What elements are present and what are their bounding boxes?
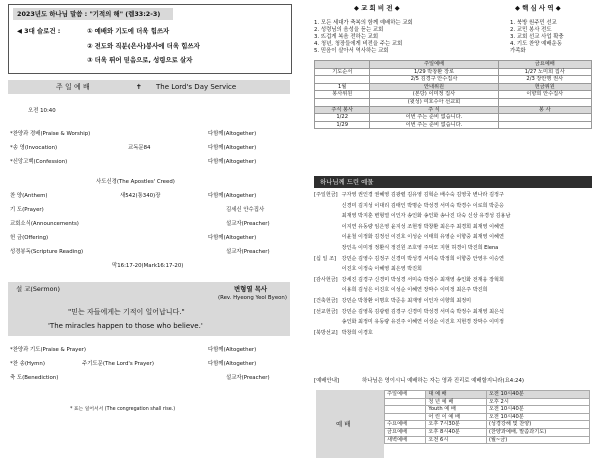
worship-info-verse: 하나님은 영이시니 예배하는 자는 영과 진리로 예배할지니라(요4:24) — [362, 378, 524, 384]
year-theme: 2023년도 하나님 말씀 : "기적의 해" (렘33:2-3) — [17, 10, 161, 18]
order-benediction-right: 설교자(Preacher) — [226, 375, 270, 381]
order-call-left: *찬양과 경배(Praise & Worship) — [10, 131, 91, 137]
theme-box — [8, 4, 292, 74]
cross-icon: ✝ — [136, 83, 142, 91]
order-hymn-left: *찬 송(Hymn) — [10, 361, 45, 367]
offerings-title-bar — [314, 176, 592, 188]
worship-info-label: [예배안내] — [314, 378, 340, 384]
duty-row: 봉사위원 (본당) 이미정 집사 이향희 안수집사 — [315, 91, 592, 99]
order-scripture-left: 성경봉독(Scripture Reading) — [10, 249, 84, 255]
order-anthem-mid: 새542(통340)장 — [120, 193, 161, 199]
order-invocation-right: 다함께(Altogether) — [208, 145, 257, 151]
worship-box-label-cell — [316, 390, 384, 458]
mission-item: 4. 기도 찬양 예배운동 — [510, 41, 562, 47]
order-confession-right: 다함께(Altogether) — [208, 159, 257, 165]
offering-row: 이진호 이정숙 이혜영 최은영 박진희 — [341, 266, 422, 273]
offering-row: 이용희 김성은 이진호 이성순 이혜연 장막수 이미정 최은주 박진희 — [341, 287, 488, 294]
order-anthem-left: 찬 양(Anthem) — [10, 193, 48, 199]
slogan-1: ① 예배와 기도에 더욱 힘쓰자 — [87, 27, 170, 35]
offering-row: [십 일 조] 강민순 김영수 김정구 신경미 박성경 서미숙 박정희 이향중 안영우 이승연 — [314, 255, 504, 262]
schedule-row: 주일예배 대 예 배 오전 10시40분 — [385, 391, 590, 399]
schedule-row: 금요예배 오후 8시40분 (찬양과예배, 말씀과기도) — [385, 428, 590, 436]
order-scripture-right: 설교자(Preacher) — [226, 249, 270, 255]
rise-note: * 표는 일어서서 (The congregation shall rise.) — [70, 407, 176, 412]
vision-title: ◆ 교 회 비 전 ◆ — [354, 4, 400, 12]
service-time: 오전 10:40 — [28, 108, 56, 114]
offering-row: 신경미 김지성 이대리 김태인 박명순 박성경 서미숙 박경수 이로희 박준응 — [341, 202, 504, 209]
schedule-row: Youth 예 배 오전 10시40분 — [385, 406, 590, 414]
duty-row: 1/29 이번 주는 준비 없습니다. — [315, 121, 592, 129]
order-announce-right: 설교자(Preacher) — [226, 221, 270, 227]
order-call-right: 다함께(Altogether) — [208, 131, 257, 137]
offering-row: [북방선교] 박창희 이경호 — [314, 329, 373, 336]
order-prayer-right: 김세신 안수집사 — [226, 207, 265, 213]
slogan-3: ③ 더욱 뛰어 믿음으로, 성령으로 살자 — [87, 56, 193, 64]
offering-row: 송인화 최정미 유동량 유진주 이혜연 이성순 이진호 지현경 장막수 이미정 — [341, 319, 504, 326]
duty-row: 2/5 김경구 안수집사 2/3 장안행 권사 — [315, 76, 592, 84]
preacher-en: (Rev. Hyeong Yeol Byeon) — [218, 295, 287, 301]
offerings-table — [312, 190, 512, 338]
schedule-row: 수요예배 오후 7시30분 (성경강해 및 찬양) — [385, 421, 590, 429]
duty-table — [314, 60, 592, 129]
vision-item: 4. 청년, 청장들에게 비전을 주는 교회 — [314, 41, 403, 47]
order-invocation-mid: 교독문84 — [128, 145, 151, 151]
order-announce-left: 교회소식(Announcements) — [10, 221, 79, 227]
order-offering-right: 다함께(Altogether) — [208, 235, 257, 241]
offering-row: 최재영 박지훈 변형열 이인자 송인화 송인화 송나진 다숙 신상 유경성 김용남 — [341, 213, 511, 220]
preacher-name: 변형열 목사 — [234, 285, 268, 293]
vision-list — [314, 20, 413, 55]
sermon-title-en: 'The miracles happen to those who believe.' — [48, 322, 203, 330]
schedule-row: 청 년 예 배 오후 2시 — [385, 398, 590, 406]
sermon-box — [8, 282, 290, 336]
service-title-en: The Lord's Day Service — [156, 83, 237, 91]
duty-row: (윗성) 여호수아 선교회 — [315, 98, 592, 106]
order-hymn-mid: 주기도문(The Lord's Prayer) — [82, 361, 154, 367]
worship-schedule-table — [384, 390, 590, 444]
vision-item: 2. 성령님의 음성을 듣는 교회 — [314, 27, 384, 33]
offering-row: [감사헌금] 강세진 김경구 신경미 박성경 서미숙 박정수 최재영 송인화 전재웅 장혁희 — [314, 276, 504, 283]
duty-row: 주일예배 금요예배 — [315, 61, 592, 69]
duty-row: 기도순서 1/29 박창환 장로 1/27 노미희 집사 — [315, 68, 592, 76]
creed: 사도신경(The Apostles' Creed) — [96, 179, 175, 185]
mission-item: 2. 교민 봉사 전도 — [510, 27, 552, 33]
order-confession-left: *신앙고백(Confession) — [10, 159, 68, 165]
mission-item: 1. 북방 원주민 선교 — [510, 20, 557, 26]
service-title-bar — [8, 80, 290, 94]
sermon-label: 설 교(Sermon) — [16, 285, 61, 293]
offering-row: 이윤철 이정화 김정선 이진호 이성순 이태희 유영순 이향중 최재영 이혜연 — [341, 234, 504, 241]
order-offering-left: 헌 금(Offering) — [10, 235, 49, 241]
order-anthem-right: 다함께(Altogether) — [208, 193, 257, 199]
offering-row: [주일헌금] 구자영 권인경 권혜영 김광렬 김유영 김혁순 배수숙 김영국 변나라 김정구 — [314, 192, 504, 198]
order-response-left: *찬양과 기도(Praise & Prayer) — [10, 347, 86, 353]
vision-item: 1. 모든 세대가 축복의 함께 예배하는 교회 — [314, 20, 413, 26]
offering-row: [건축헌금] 강민순 박창환 이명호 박준응 최재영 이인자 이향희 최정미 — [314, 297, 472, 304]
offerings-title: 하나님께 드린 예물 — [320, 178, 374, 186]
offering-row: 장인옥 이미정 정환식 정진원 조호영 주덕모 지현 허경이 박진희 Elena — [341, 244, 499, 251]
slogan-label: ◀ 3대 슬로건 : — [17, 27, 61, 35]
offering-row: 이지연 유동량 임은영 윤지성 조현정 박창환 최은주 최경희 최재영 이혜연 — [341, 223, 504, 230]
schedule-row: 어 린 이 예 배 오전 10시40분 — [385, 413, 590, 421]
offering-row: [선교헌금] 강민순 김영목 김광렬 김경구 신경미 박성경 서미숙 박정수 최재영 최은석 — [314, 308, 504, 315]
order-invocation-left: *송 영(Invocation) — [10, 145, 58, 151]
duty-row: 주식 봉사 주 식 봉 사 — [315, 106, 592, 114]
schedule-row: 새벽예배 오전 6시 (월~금) — [385, 436, 590, 444]
order-benediction-left: 축 도(Benediction) — [10, 375, 59, 381]
vision-item: 5. 믿음이 살아서 역사하는 교회 — [314, 48, 389, 54]
vision-item: 3. 뜨겁게 복음 전하는 교회 — [314, 34, 379, 40]
order-hymn-right: 다함께(Altogether) — [208, 361, 257, 367]
sermon-title-kr: "믿는 자들에게는 기적이 일어납니다." — [68, 308, 185, 316]
order-response-right: 다함께(Altogether) — [208, 347, 257, 353]
mission-title: ◆ 핵 심 사 역 ◆ — [515, 4, 561, 12]
slogan-2: ② 전도와 직분(은사)봉사에 더욱 힘쓰자 — [87, 42, 200, 50]
order-prayer-left: 기 도(Prayer) — [10, 207, 44, 213]
worship-box-label: 예 배 — [336, 420, 351, 428]
duty-row: 1월 안내위원 헌금위원 — [315, 83, 592, 91]
scripture-ref: 막16:17-20(Mark16:17-20) — [112, 263, 184, 269]
service-title: 주 일 예 배 — [56, 83, 90, 91]
duty-row: 1/22 이번 주는 준비 없습니다. — [315, 114, 592, 122]
mission-item: 3. 교회 선교 사업 확충 — [510, 34, 564, 40]
mission-item: 가족화 — [510, 48, 526, 54]
mission-list — [510, 20, 564, 55]
